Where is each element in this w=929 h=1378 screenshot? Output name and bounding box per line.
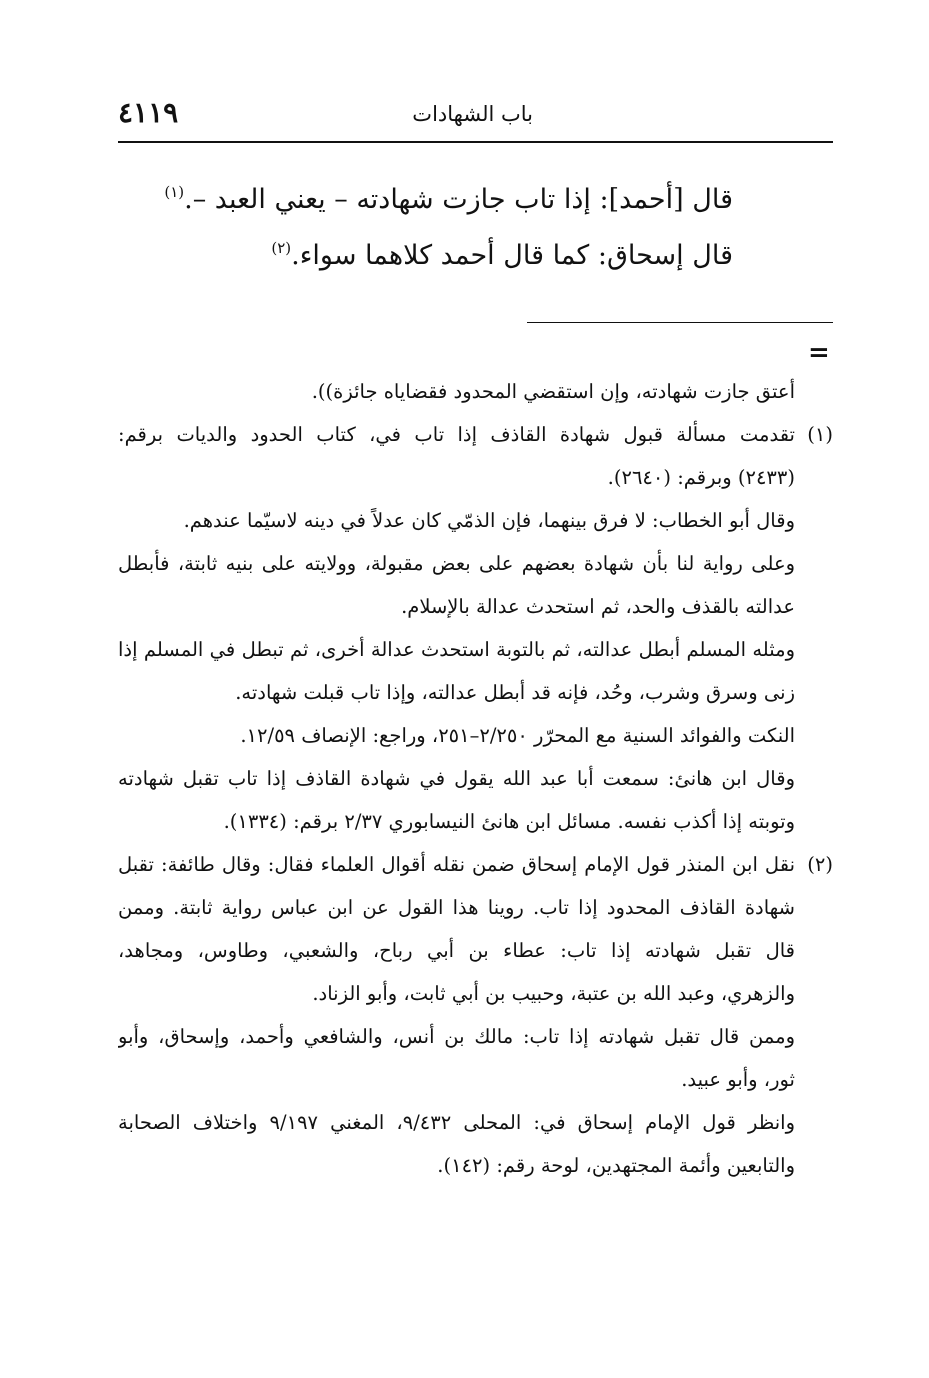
footnote-line: وممن قال تقبل شهادته إذا تاب: مالك بن أنس، والشافعي وأحمد، وإسحاق، وأبو: [118, 1025, 795, 1048]
footnote-line: زنى وسرق وشرب، وحُد، فإنه قد أبطل عدالته، وإذا تاب قبلت شهادته.: [235, 681, 795, 704]
main-line-2: [150, 228, 733, 284]
footnote-line: [118, 413, 833, 456]
main-line-1: [150, 172, 733, 228]
footnote-line-text: تقدمت مسألة قبول شهادة القاذف إذا تاب في، كتاب الحدود والديات برقم:: [118, 423, 795, 446]
footnote-line: [118, 843, 833, 886]
footnotes: [118, 370, 833, 1187]
footnote-line-text: نقل ابن المنذر قول الإمام إسحاق ضمن نقله أقوال العلماء فقال: وقال طائفة: تقبل: [118, 853, 795, 876]
footnote-line: والتابعين وأئمة المجتهدين، لوحة رقم: (١٤٢).: [437, 1154, 795, 1177]
header-rule: [118, 141, 833, 143]
footnote-line: ثور، وأبو عبيد.: [681, 1068, 795, 1091]
page-header: [118, 92, 833, 136]
continuation-mark: =: [808, 338, 830, 368]
running-title: باب الشهادات: [412, 102, 533, 126]
footnote-line: وقال ابن هانئ: سمعت أبا عبد الله يقول في شهادة القاذف إذا تاب تقبل شهادته: [118, 767, 795, 790]
page-number: ٤١١٩: [118, 96, 179, 129]
footnote-marker-1: (١): [807, 423, 833, 446]
footnote-line: ومثله المسلم أبطل عدالته، ثم بالتوبة استحدث عدالة أخرى، ثم تبطل في المسلم إذا: [118, 638, 795, 661]
main-line-1-text: قال [أحمد]: إذا تاب جازت شهادته – يعني العبد –.: [184, 184, 733, 215]
footnote-line: وانظر قول الإمام إسحاق في: المحلى ٩/٤٣٢، المغني ٩/١٩٧ واختلاف الصحابة: [118, 1111, 795, 1134]
footnote-line: عدالته بالقذف والحد، ثم استحدث عدالة بالإسلام.: [401, 595, 795, 618]
footnote-line: النكت والفوائد السنية مع المحرّر ٢/٢٥٠–٢٥١، وراجع: الإنصاف ١٢/٥٩.: [240, 724, 795, 747]
footnote-separator: [527, 322, 833, 323]
footnote-ref-2: (٢): [271, 239, 292, 257]
main-text: [150, 172, 733, 284]
footnote-line: والزهري، وعبد الله بن عتبة، وحبيب بن أبي ثابت، وأبو الزناد.: [312, 982, 795, 1005]
footnote-line: شهادة القاذف المحدود إذا تاب. روينا هذا القول عن ابن عباس رواية ثابتة. وممن: [118, 896, 795, 919]
footnote-ref-1: (١): [164, 183, 185, 201]
footnote-line: وتوبته إذا أكذب نفسه. مسائل ابن هانئ النيسابوري ٢/٣٧ برقم: (١٣٣٤).: [223, 810, 795, 833]
footnote-line: قال تقبل شهادته إذا تاب: عطاء بن أبي رباح، والشعبي، وطاوس، ومجاهد،: [118, 939, 795, 962]
footnote-line: وعلى رواية لنا بأن شهادة بعضهم على بعض مقبولة، وولايته على بنيه ثابتة، فأبطل: [118, 552, 795, 575]
footnote-line: وقال أبو الخطاب: لا فرق بينهما، فإن الذمّي كان عدلاً في دينه لاسيّما عندهم.: [183, 509, 795, 532]
footnote-line: (٢٤٣٣) وبرقم: (٢٦٤٠).: [607, 466, 795, 489]
main-line-2-text: قال إسحاق: كما قال أحمد كلاهما سواء.: [291, 240, 733, 271]
footnote-marker-2: (٢): [807, 853, 833, 876]
footnote-line: أعتق جازت شهادته، وإن استقضي المحدود فقضاياه جائزة)).: [311, 380, 795, 403]
